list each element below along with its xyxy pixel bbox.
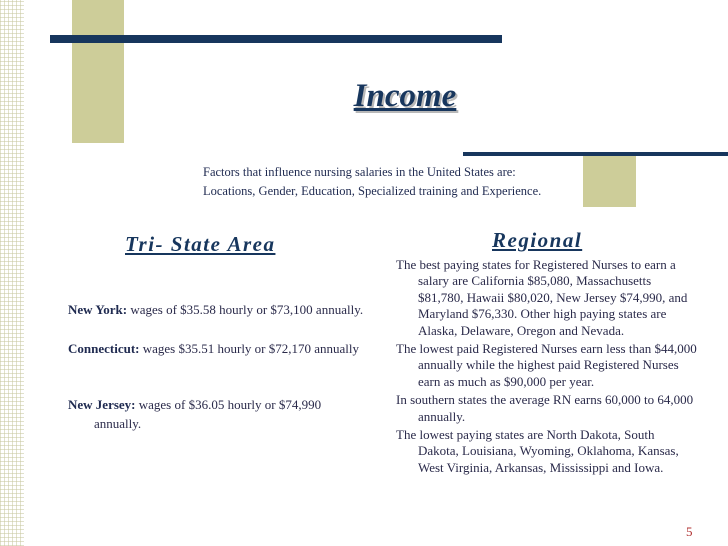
state-wage-text: wages $35.51 hourly or $72,170 annually xyxy=(139,341,360,356)
state-entry-new-jersey xyxy=(68,395,368,433)
tri-state-heading: Tri- State Area xyxy=(125,232,276,256)
state-name: Connecticut: xyxy=(68,341,140,356)
decorative-beige-block-top xyxy=(72,0,124,143)
regional-paragraph: The lowest paid Registered Nurses earn less than $44,000 annually while the highest paid Registered Nurses earn as much as $90,000 per year. xyxy=(396,341,697,389)
regional-column xyxy=(396,257,698,478)
state-entry-new-york xyxy=(68,300,368,319)
intro-text xyxy=(203,163,643,201)
state-wage-text: wages of $36.05 hourly or $74,990 annually. xyxy=(94,397,322,431)
state-name: New Jersey: xyxy=(68,397,136,412)
decorative-navy-bar-mid xyxy=(463,152,728,156)
page-number: 5 xyxy=(686,524,693,539)
state-entry-connecticut xyxy=(68,339,368,358)
state-wage-text: wages of $35.58 hourly or $73,100 annually. xyxy=(127,302,364,317)
regional-paragraph: The best paying states for Registered Nurses to earn a salary are California $85,080, Massachusetts $81,780, Hawaii $80,020, New Jersey $74,990, and Maryland $76,330. Other high paying states are Alaska, Delaware, Oregon and Nevada. xyxy=(396,257,688,338)
intro-line-1: Factors that influence nursing salaries in the United States are: xyxy=(203,165,516,179)
state-name: New York: xyxy=(68,302,128,317)
intro-line-2: Locations, Gender, Education, Specialized training and Experience. xyxy=(203,184,542,198)
decorative-navy-bar-top xyxy=(50,35,502,43)
decorative-striped-border xyxy=(0,0,24,546)
regional-paragraph: In southern states the average RN earns 60,000 to 64,000 annually. xyxy=(396,392,694,424)
slide-title: Income xyxy=(353,78,457,114)
regional-heading: Regional xyxy=(492,228,583,252)
regional-paragraph: The lowest paying states are North Dakota, South Dakota, Louisiana, Wyoming, Oklahoma, Kansas, West Virginia, Arkansas, Mississippi and Iowa. xyxy=(396,427,679,475)
tri-state-column xyxy=(68,300,368,433)
